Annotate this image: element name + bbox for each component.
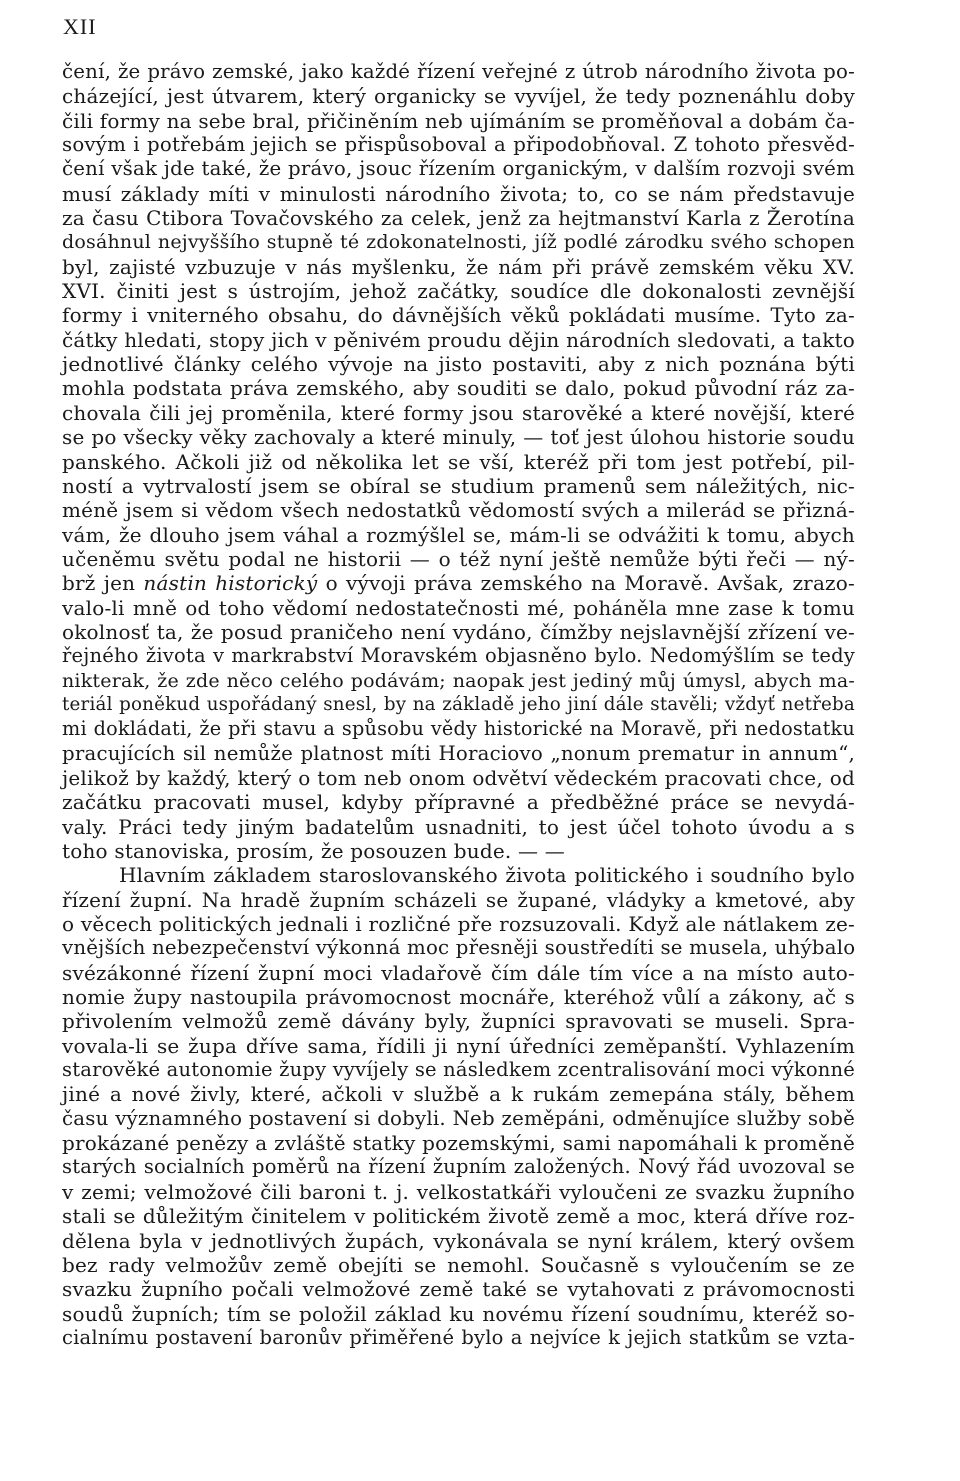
text-line: čení, že právo zemské, jako každé řízení veřejné z útrob národního života po-: [62, 60, 855, 83]
text-line: jelikož by každý, který o tom neb onom odvětví vědeckém pracovati chce, od: [62, 765, 855, 790]
text-line: sovým i potřebám jejich se přispůsoboval a připodobňoval. Z tohoto přesvěd-: [62, 133, 855, 157]
text-line: dosáhnul nejvyššího stupně té zdokonatelnosti, jíž podlé zárodku svého schopen: [62, 231, 855, 254]
text-line: pracujících sil nemůže platnost míti Horaciovo „nonum prematur in annum“,: [62, 741, 855, 765]
text-line: stali se důležitým činitelem v politickém životě země a moc, která dříve roz-: [62, 1204, 855, 1229]
text-segment: o vývoji práva zemského na Moravě. Avšak, zrazo-: [317, 571, 855, 596]
text-line: mi dokládati, že při stavu a spůsobu vědy historické na Moravě, při nedostatku: [62, 717, 855, 741]
text-line: o věcech politických jednali i rozličné pře rozsuzovali. Když ale nátlakem ze-: [62, 912, 855, 937]
text-line: čili formy na sebe bral, přičiněním neb ujímáním se proměňoval a dobám ča-: [62, 108, 855, 133]
text-line: bez rady velmožův země obejíti se nemohl. Současně s vyloučením se ze: [62, 1252, 855, 1277]
text-line: dělena byla v jednotlivých župách, vykonávala se nyní králem, který ovšem: [62, 1228, 855, 1253]
text-line: nikterak, že zde něco celého podávám; naopak jest jediný můj úmysl, abych ma-: [62, 669, 855, 692]
text-line: ností a vytrvalostí jsem se obíral se studium pramenů sem náležitých, nic-: [62, 473, 855, 498]
text-line: starých socialních poměrů na řízení župním založených. Nový řád uvozoval se: [62, 1155, 855, 1179]
text-line: jednotlivé články celého vývoje na jisto postaviti, aby z nich poznána býti: [62, 352, 855, 377]
text-segment: brž jen: [62, 571, 144, 596]
text-line: teriál poněkud uspořádaný snesl, by na základě jeho jiní dále stavěli; vždyť netřeba: [62, 693, 855, 715]
text-line: valy. Práci tedy jiným badatelům usnadniti, to jest účel tohoto úvodu a s: [62, 814, 855, 839]
text-line: okolnosť ta, že posud praničeho není vydáno, čímžby nejslavnější zřízení ve-: [62, 619, 855, 644]
text-line: nomie župy nastoupila právomocnost mocnáře, kteréhož vůlí a zákony, ač s: [62, 985, 855, 1010]
text-line: řízení župní. Na hradě župním scházeli se župané, vládyky a kmetové, aby: [62, 887, 855, 912]
text-line: cialnímu postavení baronův přiměřené bylo a nejvíce k jejich statkům se vzta-: [62, 1325, 855, 1349]
text-line: valo-li mně od toho vědomí nedostatečnosti mé, poháněla mne zase k tomu: [62, 595, 855, 620]
text-line: byl, zajisté vzbuzuje v nás myšlenku, že nám při právě zemském věku XV.: [62, 254, 855, 279]
text-line: řejného života v markrabství Moravském objasněno bylo. Nedomýšlím se tedy: [62, 644, 855, 668]
body-text: [62, 60, 855, 1350]
text-line: [62, 571, 855, 595]
italic-phrase: nástin historický: [143, 571, 318, 596]
text-line: přivolením velmožů země dávány byly, župníci spravovati se museli. Spra-: [62, 1009, 855, 1034]
text-line: vám, že dlouho jsem váhal a rozmýšlel se, mám-li se odvážiti k tomu, abych: [62, 522, 855, 547]
text-line: jiné a nové živly, které, ačkoli v službě a k rukám zemepána stály, během: [62, 1082, 855, 1107]
text-line: za času Ctibora Tovačovského za celek, jenž za hejtmanství Karla z Žerotína: [62, 206, 855, 231]
text-line: cházející, jest útvarem, který organicky se vyvíjel, že tedy poznenáhlu doby: [62, 84, 855, 109]
text-line: formy i vniterného obsahu, do dávnějších věků pokládati musíme. Tyto za-: [62, 303, 855, 328]
text-line: svézákonné řízení župní moci vladařově čím dále tím více a na místo auto-: [62, 960, 855, 985]
text-line: soudů župních; tím se položil základ ku novému řízení soudnímu, kteréž so-: [62, 1301, 855, 1326]
text-line: chovala čili jej proměnila, které formy jsou starověké a které novější, které: [62, 400, 855, 425]
text-line: musí základy míti v minulosti národního života; to, co se nám představuje: [62, 181, 855, 206]
text-line: čení však jde také, že právo, jsouc řízením organickým, v dalším rozvoji svém: [62, 157, 855, 181]
text-line: v zemi; velmožové čili baroni t. j. velkostatkáři vyloučeni ze svazku župního: [62, 1179, 855, 1204]
text-line: času významného postavení si dobyli. Neb zeměpáni, odměnujíce služby sobě: [62, 1106, 855, 1130]
text-line: čátky hledati, stopy jich v pěnivém proudu dějin národních sledovati, a takto: [62, 327, 855, 352]
page-number: XII: [63, 14, 97, 39]
text-line: svazku župního počali velmožové země také se vytahovati z právomocnosti: [62, 1277, 855, 1302]
text-line: mohla podstata práva zemského, aby souditi se dalo, pokud původní ráz za-: [62, 376, 855, 401]
text-line: prokázané penězy a zvláště statky pozemskými, sami napomáhali k proměně: [62, 1131, 855, 1156]
text-line: starověké autonomie župy vyvíjely se následkem zcentralisování moci výkonné: [62, 1058, 856, 1082]
text-line: vovala-li se župa dříve sama, řídili ji nyní úředníci zeměpanští. Vyhlazením: [62, 1033, 855, 1058]
text-line: panského. Ačkoli již od několika let se vší, kteréž při tom jest potřebí, pil-: [62, 449, 855, 474]
text-line: učeněmu světu podal ne historii — o též nyní ještě nemůže býti řeči — ný-: [62, 546, 855, 571]
text-line: Hlavním základem staroslovanského života politického i soudního bylo: [119, 863, 855, 888]
text-line: méně jsem si vědom všech nedostatků vědomostí svých a milerád se přizná-: [62, 498, 855, 523]
text-line: začátku pracovati musel, kdyby přípravné a předběžné práce se nevydá-: [62, 790, 855, 815]
text-line: toho stanoviska, prosím, že posouzen bude. — —: [62, 839, 565, 863]
text-line: vnějších nebezpečenství výkonná moc přesněji soustředíti se musela, uhýbalo: [62, 936, 856, 960]
text-line: se po všecky věky zachovaly a které minuly, — toť jest úlohou historie soudu: [62, 425, 855, 450]
text-line: XVI. činiti jest s ústrojím, jehož začátky, soudíce dle dokonalosti zevnější: [62, 279, 855, 304]
